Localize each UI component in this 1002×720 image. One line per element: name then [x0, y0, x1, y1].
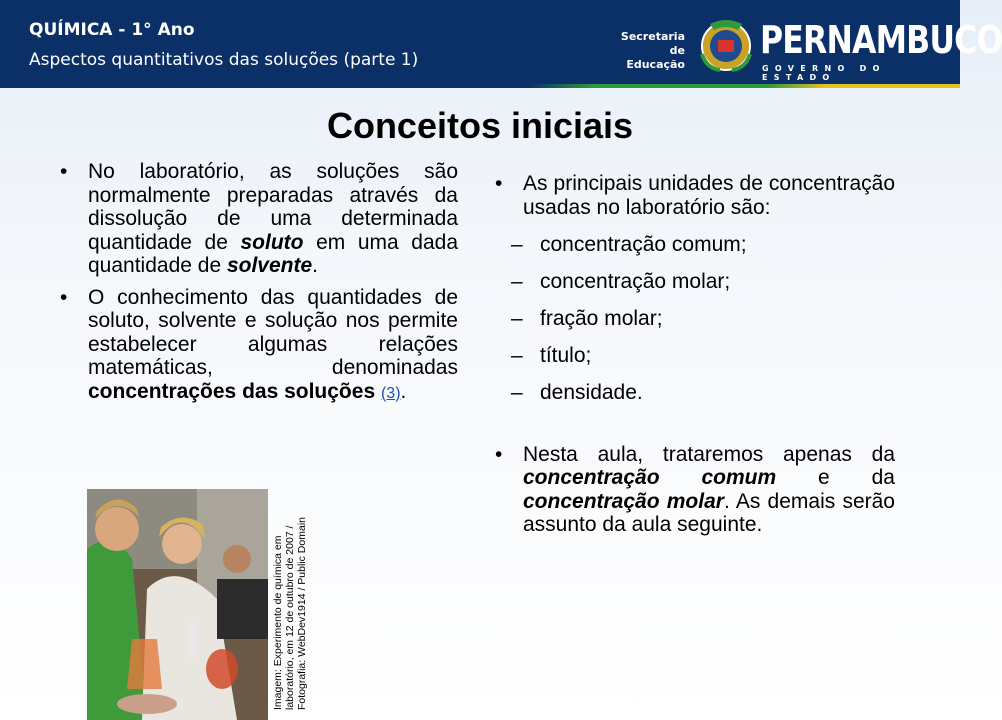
state-crest-icon: [696, 14, 756, 74]
state-name: PERNAMBUCO: [760, 18, 1002, 62]
bullet-lesson-scope: • Nesta aula, trataremos apenas da concentração comum e da concentração molar. As demais serão assunto da aula seguinte.: [495, 443, 895, 537]
secretaria-label: Secretaria de Educação: [620, 30, 685, 71]
header-banner: [0, 0, 1002, 88]
unit-item: – densidade.: [495, 381, 895, 405]
unit-item: – título;: [495, 344, 895, 368]
reference-link[interactable]: (3): [380, 384, 401, 402]
unit-item: – concentração molar;: [495, 270, 895, 294]
image-caption: Imagem: Experimento de química em laboratório, em 12 de outubro de 2007 / Fotografia: WebDev1914 / Public Domain: [272, 517, 308, 710]
right-column: [495, 172, 895, 537]
lab-photo: [87, 489, 268, 720]
unit-item: – fração molar;: [495, 307, 895, 331]
state-subtitle: GOVERNO DO ESTADO: [762, 64, 886, 82]
unit-item: – concentração comum;: [495, 233, 895, 257]
page-title: Conceitos iniciais: [326, 105, 634, 146]
bullet-preparation: • No laboratório, as soluções são normalmente preparadas através da dissolução de uma determinada quantidade de soluto em uma dada quantidade de solvente.: [60, 160, 458, 278]
lesson-subtitle: Aspectos quantitativos das soluções (parte 1): [29, 50, 419, 70]
bullet-concentrations: • O conhecimento das quantidades de soluto, solvente e solução nos permite estabelecer algumas relações matemáticas, denominadas concentrações das soluções (3).: [60, 286, 458, 406]
course-title: QUÍMICA - 1° Ano: [29, 20, 195, 40]
left-column: [60, 160, 458, 405]
bullet-units-intro: • As principais unidades de concentração usadas no laboratório são:: [495, 172, 895, 219]
header-stripe: [0, 84, 960, 88]
